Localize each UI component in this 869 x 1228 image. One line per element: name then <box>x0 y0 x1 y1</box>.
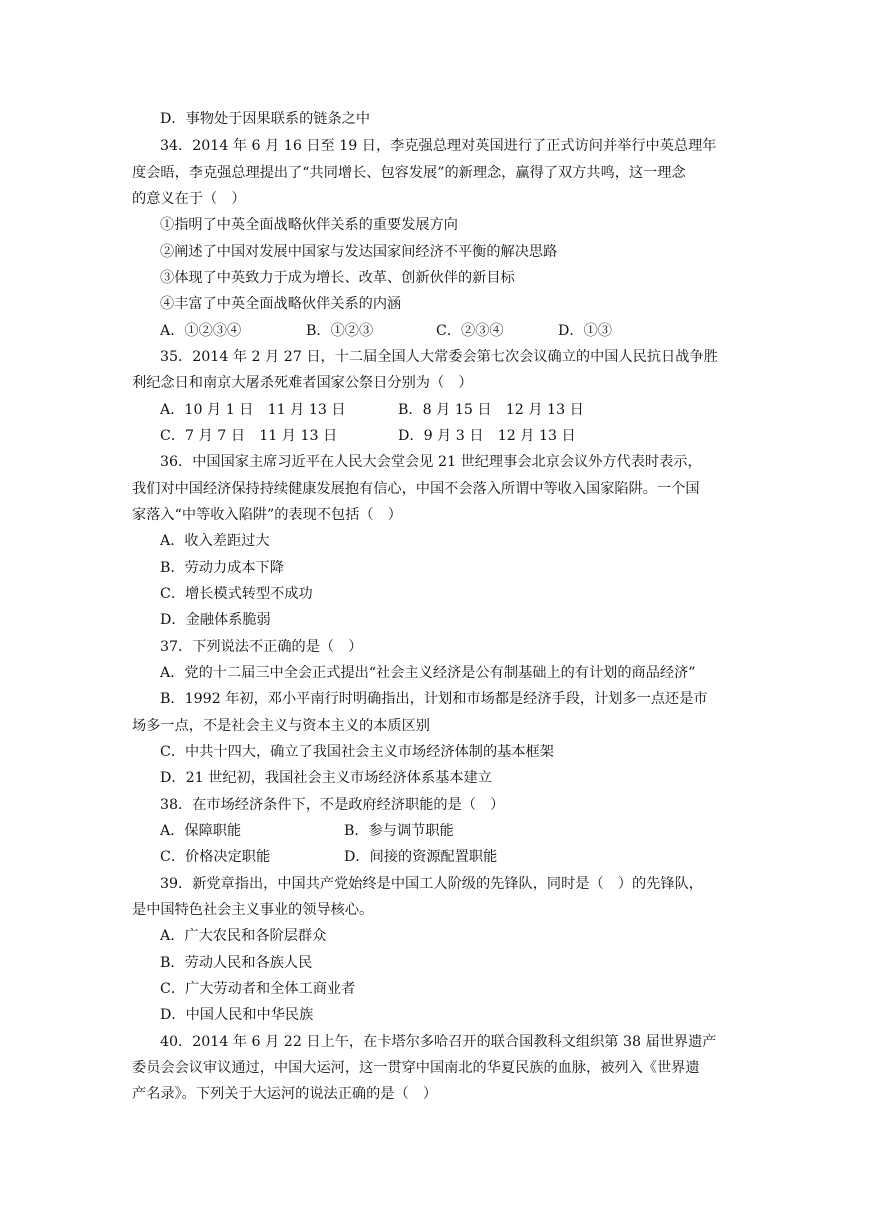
q39-option-a: A．广大农民和各阶层群众 <box>160 928 327 944</box>
q38-option-a: A．保障职能 <box>160 823 242 839</box>
q39-option-b: B．劳动人民和各族人民 <box>160 955 313 971</box>
q39-stem-line-2: 是中国特色社会主义事业的领导核心。 <box>132 902 374 918</box>
q40-stem-line-3: 产名录》。下列关于大运河的说法正确的是（ ） <box>132 1086 438 1102</box>
q35-option-c: C．7 月 7 日 11 月 13 日 <box>160 428 338 444</box>
q36-stem-line-1: 36．中国国家主席习近平在人民大会堂会见 21 世纪理事会北京会议外方代表时表示， <box>160 454 702 470</box>
q34-option-a: A．①②③④ <box>160 323 242 339</box>
q35-stem-line-2: 利纪念日和南京大屠杀死难者国家公祭日分别为（ ） <box>132 375 473 391</box>
q34-stem-line-3: 的意义在于（ ） <box>132 191 246 207</box>
q36-stem-line-2: 我们对中国经济保持持续健康发展抱有信心，中国不会落入所谓中等收入国家陷阱。一个国 <box>132 481 700 497</box>
q38-option-c: C．价格决定职能 <box>160 849 271 865</box>
q37-option-d: D．21 世纪初，我国社会主义市场经济体系基本建立 <box>160 770 492 786</box>
q35-option-d: D．9 月 3 日 12 月 13 日 <box>398 428 576 444</box>
q38-option-d: D．间接的资源配置职能 <box>344 849 498 865</box>
q37-option-b-line-1: B．1992 年初，邓小平南行时明确指出，计划和市场都是经济手段，计划多一点还是市 <box>160 691 708 707</box>
q40-stem-line-1: 40．2014 年 6 月 22 日上午，在卡塔尔多哈召开的联合国教科文组织第 38 届世界遗产 <box>160 1034 717 1050</box>
q39-option-d: D．中国人民和中华民族 <box>160 1007 314 1023</box>
q37-option-a: A．党的十二届三中全会正式提出“社会主义经济是公有制基础上的有计划的商品经济” <box>160 665 696 681</box>
q34-option-b: B．①②③ <box>306 323 374 339</box>
q38-stem-line-1: 38．在市场经济条件下，不是政府经济职能的是（ ） <box>160 797 505 813</box>
q36-option-c: C．增长模式转型不成功 <box>160 586 313 602</box>
q34-stem-line-2: 度会晤，李克强总理提出了“共同增长、包容发展”的新理念，赢得了双方共鸣，这一理念 <box>132 165 686 181</box>
q33-option-d: D．事物处于因果联系的链条之中 <box>160 111 371 127</box>
q37-stem-line-1: 37．下列说法不正确的是（ ） <box>160 639 363 655</box>
q34-item-3: ③体现了中英致力于成为增长、改革、创新伙伴的新目标 <box>160 270 515 286</box>
q34-option-d: D．①③ <box>558 323 612 339</box>
q36-option-d: D．金融体系脆弱 <box>160 612 271 628</box>
q34-stem-line-1: 34．2014 年 6 月 16 日至 19 日，李克强总理对英国进行了正式访问并举行中英总理年 <box>160 138 717 154</box>
q35-stem-line-1: 35．2014 年 2 月 27 日，十二届全国人大常委会第七次会议确立的中国人民抗日战争胜 <box>160 349 718 365</box>
q34-item-2: ②阐述了中国对发展中国家与发达国家间经济不平衡的解决思路 <box>160 244 558 260</box>
q35-option-a: A．10 月 1 日 11 月 13 日 <box>160 402 346 418</box>
q39-option-c: C．广大劳动者和全体工商业者 <box>160 981 356 997</box>
q36-stem-line-3: 家落入“中等收入陷阱”的表现不包括（ ） <box>132 507 402 523</box>
q39-stem-line-1: 39．新党章指出，中国共产党始终是中国工人阶级的先锋队，同时是（ ）的先锋队， <box>160 876 703 892</box>
q37-option-c: C．中共十四大，确立了我国社会主义市场经济体制的基本框架 <box>160 744 554 760</box>
q34-item-4: ④丰富了中英全面战略伙伴关系的内涵 <box>160 296 402 312</box>
q38-option-b: B．参与调节职能 <box>344 823 454 839</box>
q34-option-c: C．②③④ <box>436 323 504 339</box>
q37-option-b-line-2: 场多一点，不是社会主义与资本主义的本质区别 <box>132 718 430 734</box>
q34-item-1: ①指明了中英全面战略伙伴关系的重要发展方向 <box>160 217 458 233</box>
q35-option-b: B．8 月 15 日 12 月 13 日 <box>398 402 584 418</box>
q36-option-a: A．收入差距过大 <box>160 533 270 549</box>
q36-option-b: B．劳动力成本下降 <box>160 560 284 576</box>
q40-stem-line-2: 委员会会议审议通过，中国大运河，这一贯穿中国南北的华夏民族的血脉，被列入《世界遗 <box>132 1060 700 1076</box>
